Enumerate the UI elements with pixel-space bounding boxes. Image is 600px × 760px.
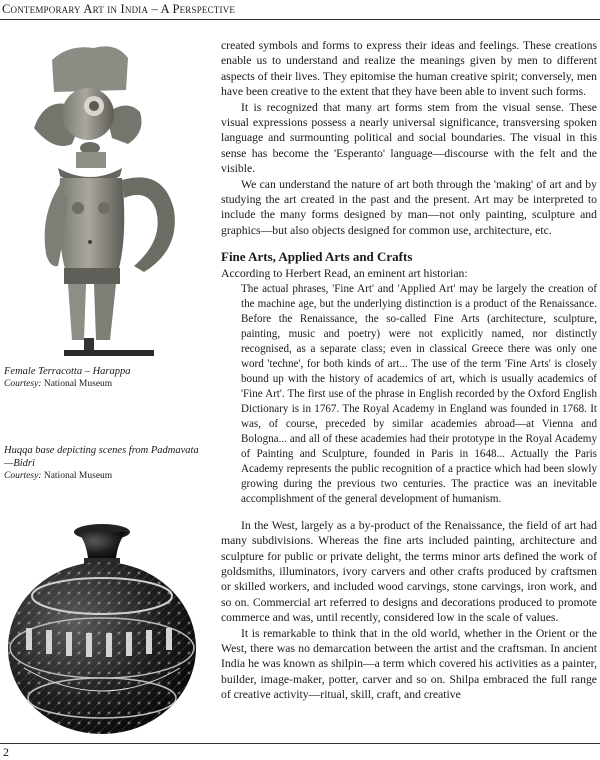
quote-intro: According to Herbert Read, an eminent art historian:: [221, 267, 468, 281]
body-paragraph-2: It is recognized that many art forms stem from the visual sense. These visual expressions possess a nearly universal significance, transversing spoken language and surmounting political and social boundaries. The visual in this sense has become the 'Esperanto' language—discourse with the felt and the visible.: [221, 100, 597, 176]
huqqa-base-image: [4, 518, 200, 736]
footer-rule: [0, 743, 600, 744]
terracotta-courtesy-label: Courtesy:: [4, 379, 42, 389]
header-rule: [0, 19, 600, 20]
huqqa-caption-courtesy: [4, 470, 204, 483]
page-number: 2: [3, 745, 9, 759]
body-paragraph-4: In the West, largely as a by-product of the Renaissance, the field of art had many subdivisions. Whereas the fine arts included painting, architecture and sculpture for public or private delight, the terms minor arts defined the work of goldsmiths, illuminators, ivory carvers and other crafts produced by craftsmen or skilled workers, and included wood carvings, stone carvings, iron work, and so on. Commercial art referred to designs and decorations produced to promote commerce and was, until recently, considered low in the scale of values.: [221, 518, 597, 625]
terracotta-caption-courtesy: [4, 378, 204, 391]
block-quote: The actual phrases, 'Fine Art' and 'Applied Art' may be largely the creation of the machine age, but the underlying distinction is a product of the Renaissance. Before the Renaissance, the so-called Fine Arts (architecture, sculpture, painting, music and poetry) were not explicitly named, nor distinctly recognised, as a separate class; even in classical Greece there was only one word 'techne', for both kinds of art... The use of the term 'Fine Arts' is closely bound up with the history of academics of art, which is usually academics of 'Fine Art'. The first use of the phrase in English recorded by the Oxford English Dictionary is in 1767. The Royal Academy in England was founded in 1768. It was, of course, preceded by similar academies abroad—at Vienna and Bologna... and all of these academies had their prototype in the Royal Academy of Painting and Sculpture, founded in Paris in 1648... Actually the Paris Academy represents the public recognition of a practice which had been slowly growing during the previous two centuries. The practice was an inevitable accomplishment of the general development of humanism.: [241, 282, 597, 505]
body-paragraph-3: We can understand the nature of art both through the 'making' of art and by studying the art created in the past and the present. Art may be interpreted to include the many forms designed by man—not only painting, sculpture and graphics—but also objects designed for common use, architecture, etc.: [221, 177, 597, 237]
terracotta-caption-title: Female Terracotta – Harappa: [4, 366, 131, 377]
huqqa-courtesy-value: National Museum: [43, 471, 113, 481]
body-paragraph-1: created symbols and forms to express their ideas and feelings. These creations enable us to understand and realize the meanings given by men to different aspects of their lives. They epitomise the human creative spirit; conversely, men have been creative to the extent that they have been able to invent such forms.: [221, 39, 597, 99]
huqqa-caption: [4, 444, 204, 483]
huqqa-courtesy-label: Courtesy:: [4, 471, 42, 481]
running-head: Contemporary Art in India – A Perspective: [2, 2, 236, 16]
huqqa-caption-title: Huqqa base depicting scenes from Padmavata—Bidri: [4, 445, 199, 469]
terracotta-caption: [4, 365, 204, 391]
paragraph-gap: [221, 507, 597, 518]
terracotta-courtesy-value: National Museum: [43, 379, 113, 389]
body-paragraph-5: It is remarkable to think that in the old world, whether in the Orient or the West, there was no demarcation between the artist and the craftsman. In ancient India he was known as shilpin—a term which covered his activities as a painter, builder, image-maker, potter, carver and so on. Shilpa embraced the full range of creative activity—ritual, skill, craft, and creative: [221, 626, 597, 702]
section-heading: Fine Arts, Applied Arts and Crafts: [221, 249, 413, 265]
main-text-column: [221, 38, 597, 703]
terracotta-figurine-image: [24, 40, 194, 358]
